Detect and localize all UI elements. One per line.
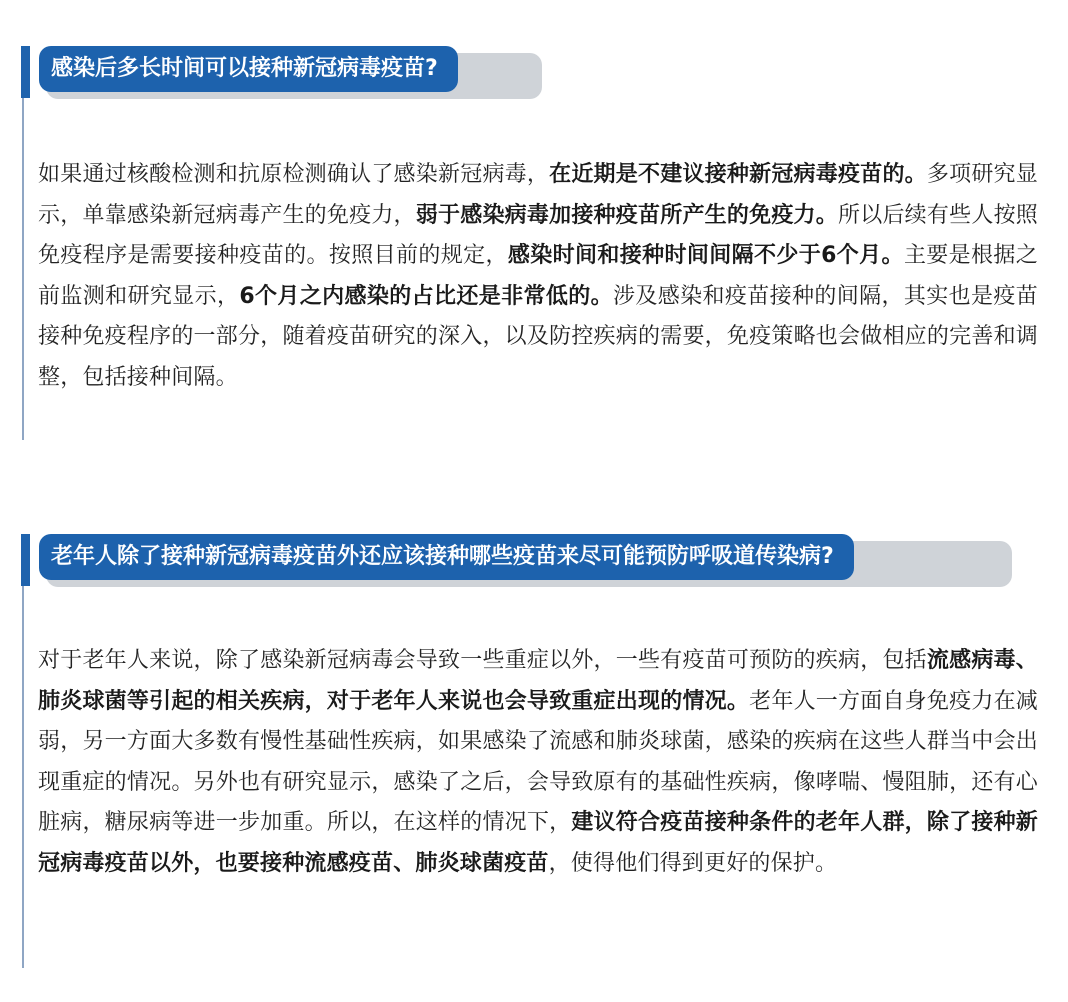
body-run-bold: 建议符合疫苗接种条件的老年人群，除了接种新冠病毒疫苗以外，也要接种流感疫苗、肺炎球菌疫苗: [38, 810, 1038, 876]
section-body: [38, 641, 1038, 885]
body-run: 主要是根据之前监测和研究显示，: [38, 243, 1039, 309]
title-accent-bar: [21, 46, 30, 98]
body-run-bold: 流感病毒、肺炎球菌等引起的相关疾病，对于老年人来说也会导致重症出现的情况。: [38, 648, 1038, 714]
section-left-rule: [22, 46, 24, 440]
body-run: 所以后续有些人按照免疫程序是需要接种疫苗的。按照目前的规定，: [38, 202, 1038, 269]
section-body: [38, 155, 1038, 399]
body-run-bold: 感染时间和接种时间间隔不少于6个月。: [507, 243, 904, 269]
body-run: 老年人一方面自身免疫力在减弱，另一方面大多数有慢性基础性疾病，如果感染了流感和肺炎球菌，感染的疾病在这些人群当中会出现重症的情况。另外也有研究显示，感染了之后，会导致原有的基础性疾病，像哮喘、慢阻肺，还有心脏病，糖尿病等进一步加重。所以，在这样的情况下，: [38, 688, 1038, 836]
body-run-bold: 弱于感染病毒加接种疫苗所产生的免疫力。: [415, 202, 839, 228]
section-elderly-vaccines: [0, 526, 1068, 968]
section-title: 老年人除了接种新冠病毒疫苗外还应该接种哪些疫苗来尽可能预防呼吸道传染病?: [39, 534, 854, 580]
title-accent-bar: [21, 534, 30, 586]
body-run: 多项研究显示，单靠感染新冠病毒产生的免疫力，: [38, 162, 1038, 228]
section-title: 感染后多长时间可以接种新冠病毒疫苗?: [39, 46, 458, 92]
body-run: 涉及感染和疫苗接种的间隔，其实也是疫苗接种免疫程序的一部分，随着疫苗研究的深入，以及防控疾病的需要，免疫策略也会做相应的完善和调整，包括接种间隔。: [38, 283, 1038, 390]
section-left-rule: [22, 534, 24, 968]
body-run: ，使得他们得到更好的保护。: [548, 850, 838, 876]
body-run: 对于老年人来说，除了感染新冠病毒会导致一些重症以外，一些有疫苗可预防的疾病，包括: [38, 648, 927, 673]
body-run-bold: 6个月之内感染的占比还是非常低的。: [239, 283, 614, 309]
section-infection-interval: [0, 38, 1068, 440]
body-run-bold: 在近期是不建议接种新冠病毒疫苗的。: [549, 162, 927, 187]
body-run: 如果通过核酸检测和抗原检测确认了感染新冠病毒，: [38, 162, 550, 187]
